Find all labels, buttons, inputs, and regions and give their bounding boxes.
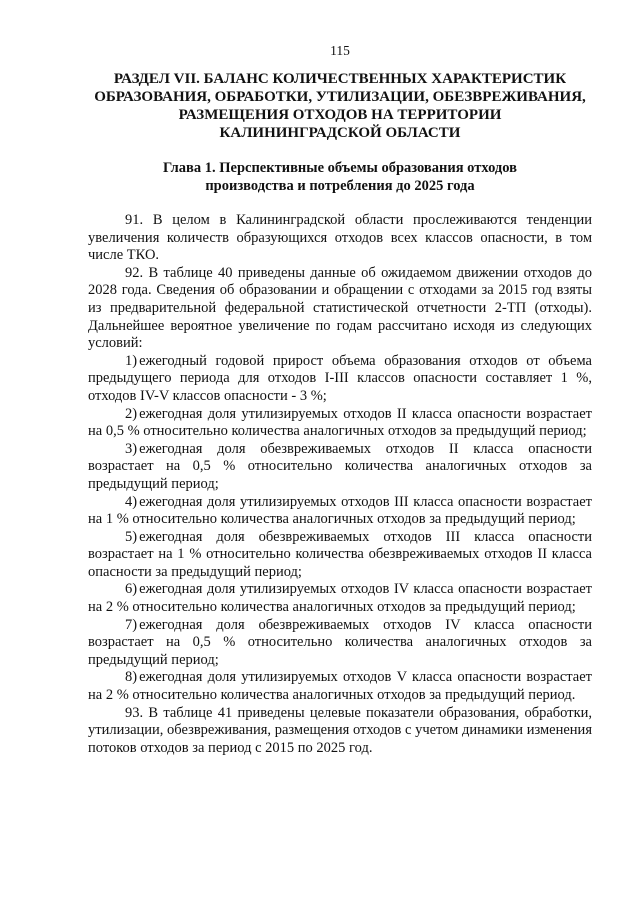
condition-number: 2)	[125, 405, 138, 422]
condition-number: 5)	[125, 528, 138, 545]
body-text	[88, 212, 592, 757]
condition-item	[88, 406, 592, 441]
condition-text: ежегодная доля обезвреживаемых отходов IV класса опасности возрастает на 0,5 % относительно количества аналогичных отходов за предыдущий период;	[88, 616, 592, 668]
condition-item	[88, 581, 592, 616]
condition-item	[88, 494, 592, 529]
section-title-line: РАЗМЕЩЕНИЯ ОТХОДОВ НА ТЕРРИТОРИИ	[178, 107, 502, 123]
condition-item	[88, 441, 592, 494]
section-title-line: КАЛИНИНГРАДСКОЙ ОБЛАСТИ	[219, 125, 461, 141]
condition-number: 6)	[125, 581, 138, 598]
page-number: 115	[330, 43, 350, 58]
condition-text: ежегодная доля утилизируемых отходов IV класса опасности возрастает на 2 % относительно количества аналогичных отходов за предыдущий период;	[88, 581, 592, 616]
condition-item	[88, 529, 592, 582]
condition-number: 1)	[125, 352, 138, 369]
condition-item	[88, 669, 592, 704]
paragraph-93: 93. В таблице 41 приведены целевые показатели образования, обработки, утилизации, обезвреживания, размещения отходов с учетом динамики изменения потоков отходов за период с 2015 по 2025 год.	[88, 704, 592, 756]
document-page	[88, 0, 592, 905]
section-title-line: ОБРАЗОВАНИЯ, ОБРАБОТКИ, УТИЛИЗАЦИИ, ОБЕЗВРЕЖИВАНИЯ,	[94, 89, 586, 105]
chapter-title-line: производства и потребления до 2025 года	[205, 178, 475, 194]
condition-text: ежегодная доля утилизируемых отходов V класса опасности возрастает на 2 % относительно количества аналогичных отходов за предыдущий период.	[88, 669, 592, 704]
paragraph-92: 92. В таблице 40 приведены данные об ожидаемом движении отходов до 2028 года. Сведения об образовании и обращении с отходами за 2015 год взяты из предварительной федеральной статистической отчетности 2-ТП (отходы). Дальнейшее вероятное увеличение по годам рассчитано исходя из следующих условий:	[88, 264, 592, 352]
condition-number: 3)	[125, 440, 138, 457]
chapter-title	[88, 159, 592, 195]
chapter-title-line: Глава 1. Перспективные объемы образования отходов	[163, 160, 517, 176]
condition-text: ежегодная доля обезвреживаемых отходов II класса опасности возрастает на 0,5 % относительно количества аналогичных отходов за предыдущий период;	[88, 440, 592, 492]
condition-item	[88, 353, 592, 406]
condition-text: ежегодная доля утилизируемых отходов II класса опасности возрастает на 0,5 % относительно количества аналогичных отходов за предыдущий период;	[88, 405, 592, 440]
condition-text: ежегодный годовой прирост объема образования отходов от объема предыдущего периода для отходов I-III классов опасности составляет 1 %, отходов IV-V классов опасности - 3 %;	[88, 352, 592, 404]
condition-text: ежегодная доля обезвреживаемых отходов III класса опасности возрастает на 1 % относительно количества обезвреживаемых отходов II класса опасности за предыдущий период;	[88, 528, 592, 580]
condition-text: ежегодная доля утилизируемых отходов III класса опасности возрастает на 1 % относительно количества аналогичных отходов за предыдущий период;	[88, 493, 592, 528]
condition-number: 7)	[125, 616, 138, 633]
section-title-line: РАЗДЕЛ VII. БАЛАНС КОЛИЧЕСТВЕННЫХ ХАРАКТЕРИСТИК	[113, 71, 567, 87]
paragraph-91: 91. В целом в Калининградской области прослеживаются тенденции увеличения количеств образующихся отходов всех классов опасности, в том числе ТКО.	[88, 212, 592, 264]
condition-number: 4)	[125, 493, 138, 510]
section-title	[88, 70, 592, 142]
condition-item	[88, 617, 592, 670]
condition-number: 8)	[125, 669, 138, 686]
